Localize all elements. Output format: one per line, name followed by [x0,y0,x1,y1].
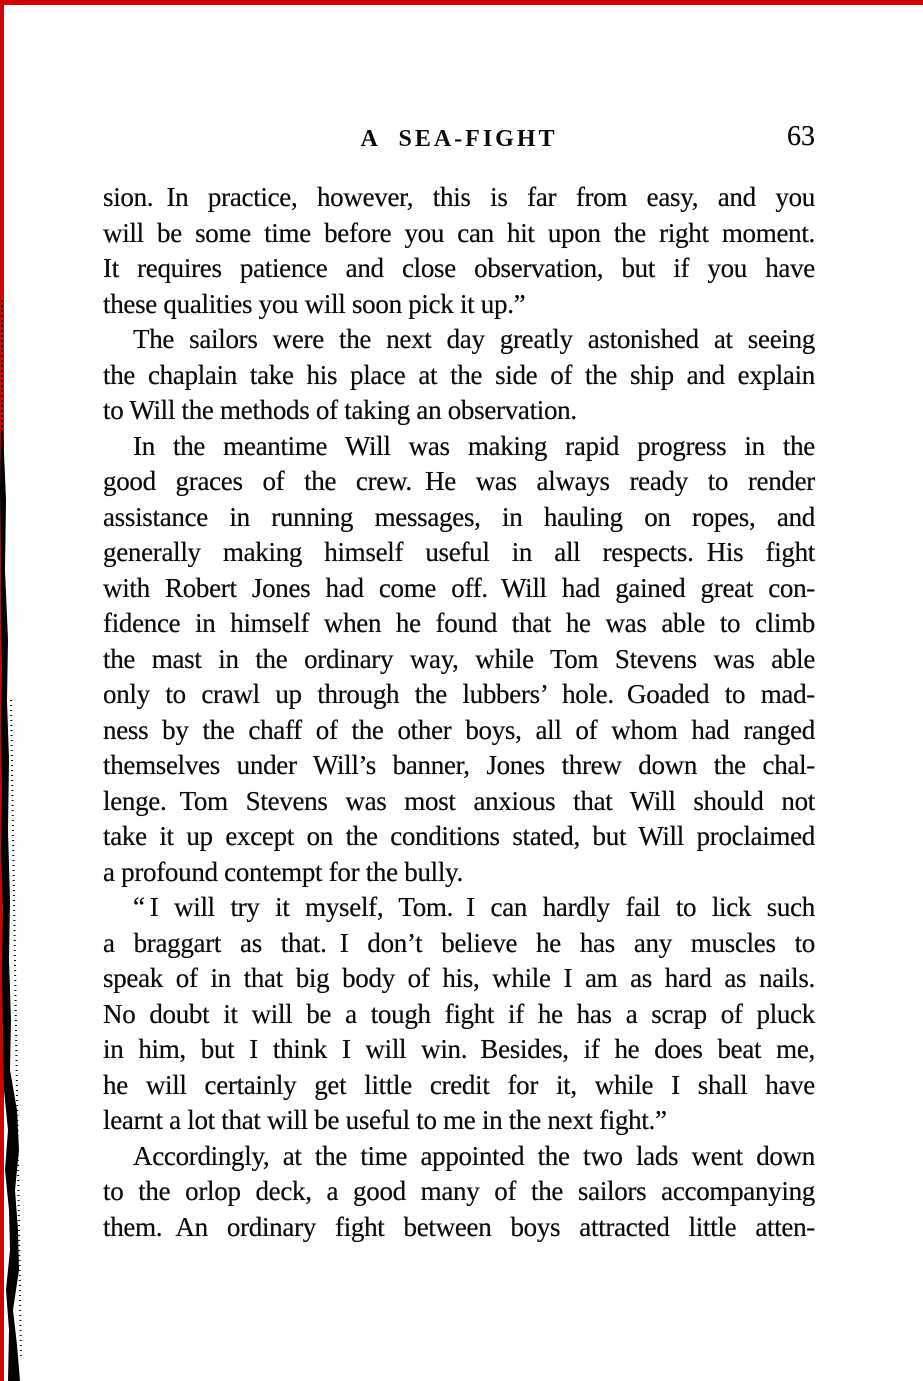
text-line: speak of in that big body of his, while I am as hard as nails. [103,963,815,993]
spine-shadow [0,0,26,1381]
text-line: It requires patience and close observation, but if you have [103,253,815,283]
text-line: with Robert Jones had come off. Will had gained great con- [103,572,815,603]
text-line: No doubt it will be a tough fight if he has a scrap of pluck [103,998,815,1029]
text-line: will be some time before you can hit upon the right moment. [103,217,815,248]
text-block [103,180,815,1245]
paragraph [103,429,815,891]
paragraph [103,890,815,1139]
paragraph [103,1139,815,1246]
spine-shadow-shape [0,430,20,1381]
text-line: a profound contempt for the bully. [103,856,463,887]
running-header [103,121,815,158]
page-number: 63 [787,121,815,152]
text-line: themselves under Will’s banner, Jones threw down the chal- [103,750,815,780]
text-line: ness by the chaff of the other boys, all of whom had ranged [103,714,815,745]
paragraph [103,322,815,429]
paragraph [103,180,815,322]
text-line: In the meantime Will was making rapid progress in the [133,430,815,461]
text-line: good graces of the crew. He was always ready to render [103,466,815,496]
text-line: the mast in the ordinary way, while Tom Stevens was able [103,643,815,674]
text-line: lenge. Tom Stevens was most anxious that Will should not [103,785,815,816]
text-line: assistance in running messages, in hauling on ropes, and [103,501,815,532]
text-line: Accordingly, at the time appointed the two lads went down [133,1140,815,1171]
text-line: these qualities you will soon pick it up.” [103,288,526,319]
text-line: sion. In practice, however, this is far from easy, and you [103,182,815,212]
text-line: in him, but I think I will win. Besides, if he does beat me, [103,1034,815,1064]
chapter-title: A SEA-FIGHT [360,126,558,152]
text-line: the chaplain take his place at the side of the ship and explain [103,359,815,390]
text-line: only to crawl up through the lubbers’ hole. Goaded to mad- [103,679,815,709]
top-edge-scan-line [0,0,923,5]
text-line: to the orlop deck, a good many of the sailors accompanying [103,1176,815,1206]
text-line: a braggart as that. I don’t believe he has any muscles to [103,927,815,958]
text-line: he will certainly get little credit for it, while I shall have [103,1069,815,1100]
text-line: fidence in himself when he found that he was able to climb [103,608,815,638]
text-line: learnt a lot that will be useful to me in the next fight.” [103,1105,667,1135]
text-line: to Will the methods of taking an observation. [103,395,577,425]
text-line: take it up except on the conditions stated, but Will proclaimed [103,821,815,851]
text-line: generally making himself useful in all respects. His fight [103,537,815,567]
text-line: The sailors were the next day greatly astonished at seeing [133,324,815,354]
text-line: “ I will try it myself, Tom. I can hardly fail to lick such [133,892,815,922]
text-line: them. An ordinary fight between boys attracted little atten- [103,1211,815,1242]
